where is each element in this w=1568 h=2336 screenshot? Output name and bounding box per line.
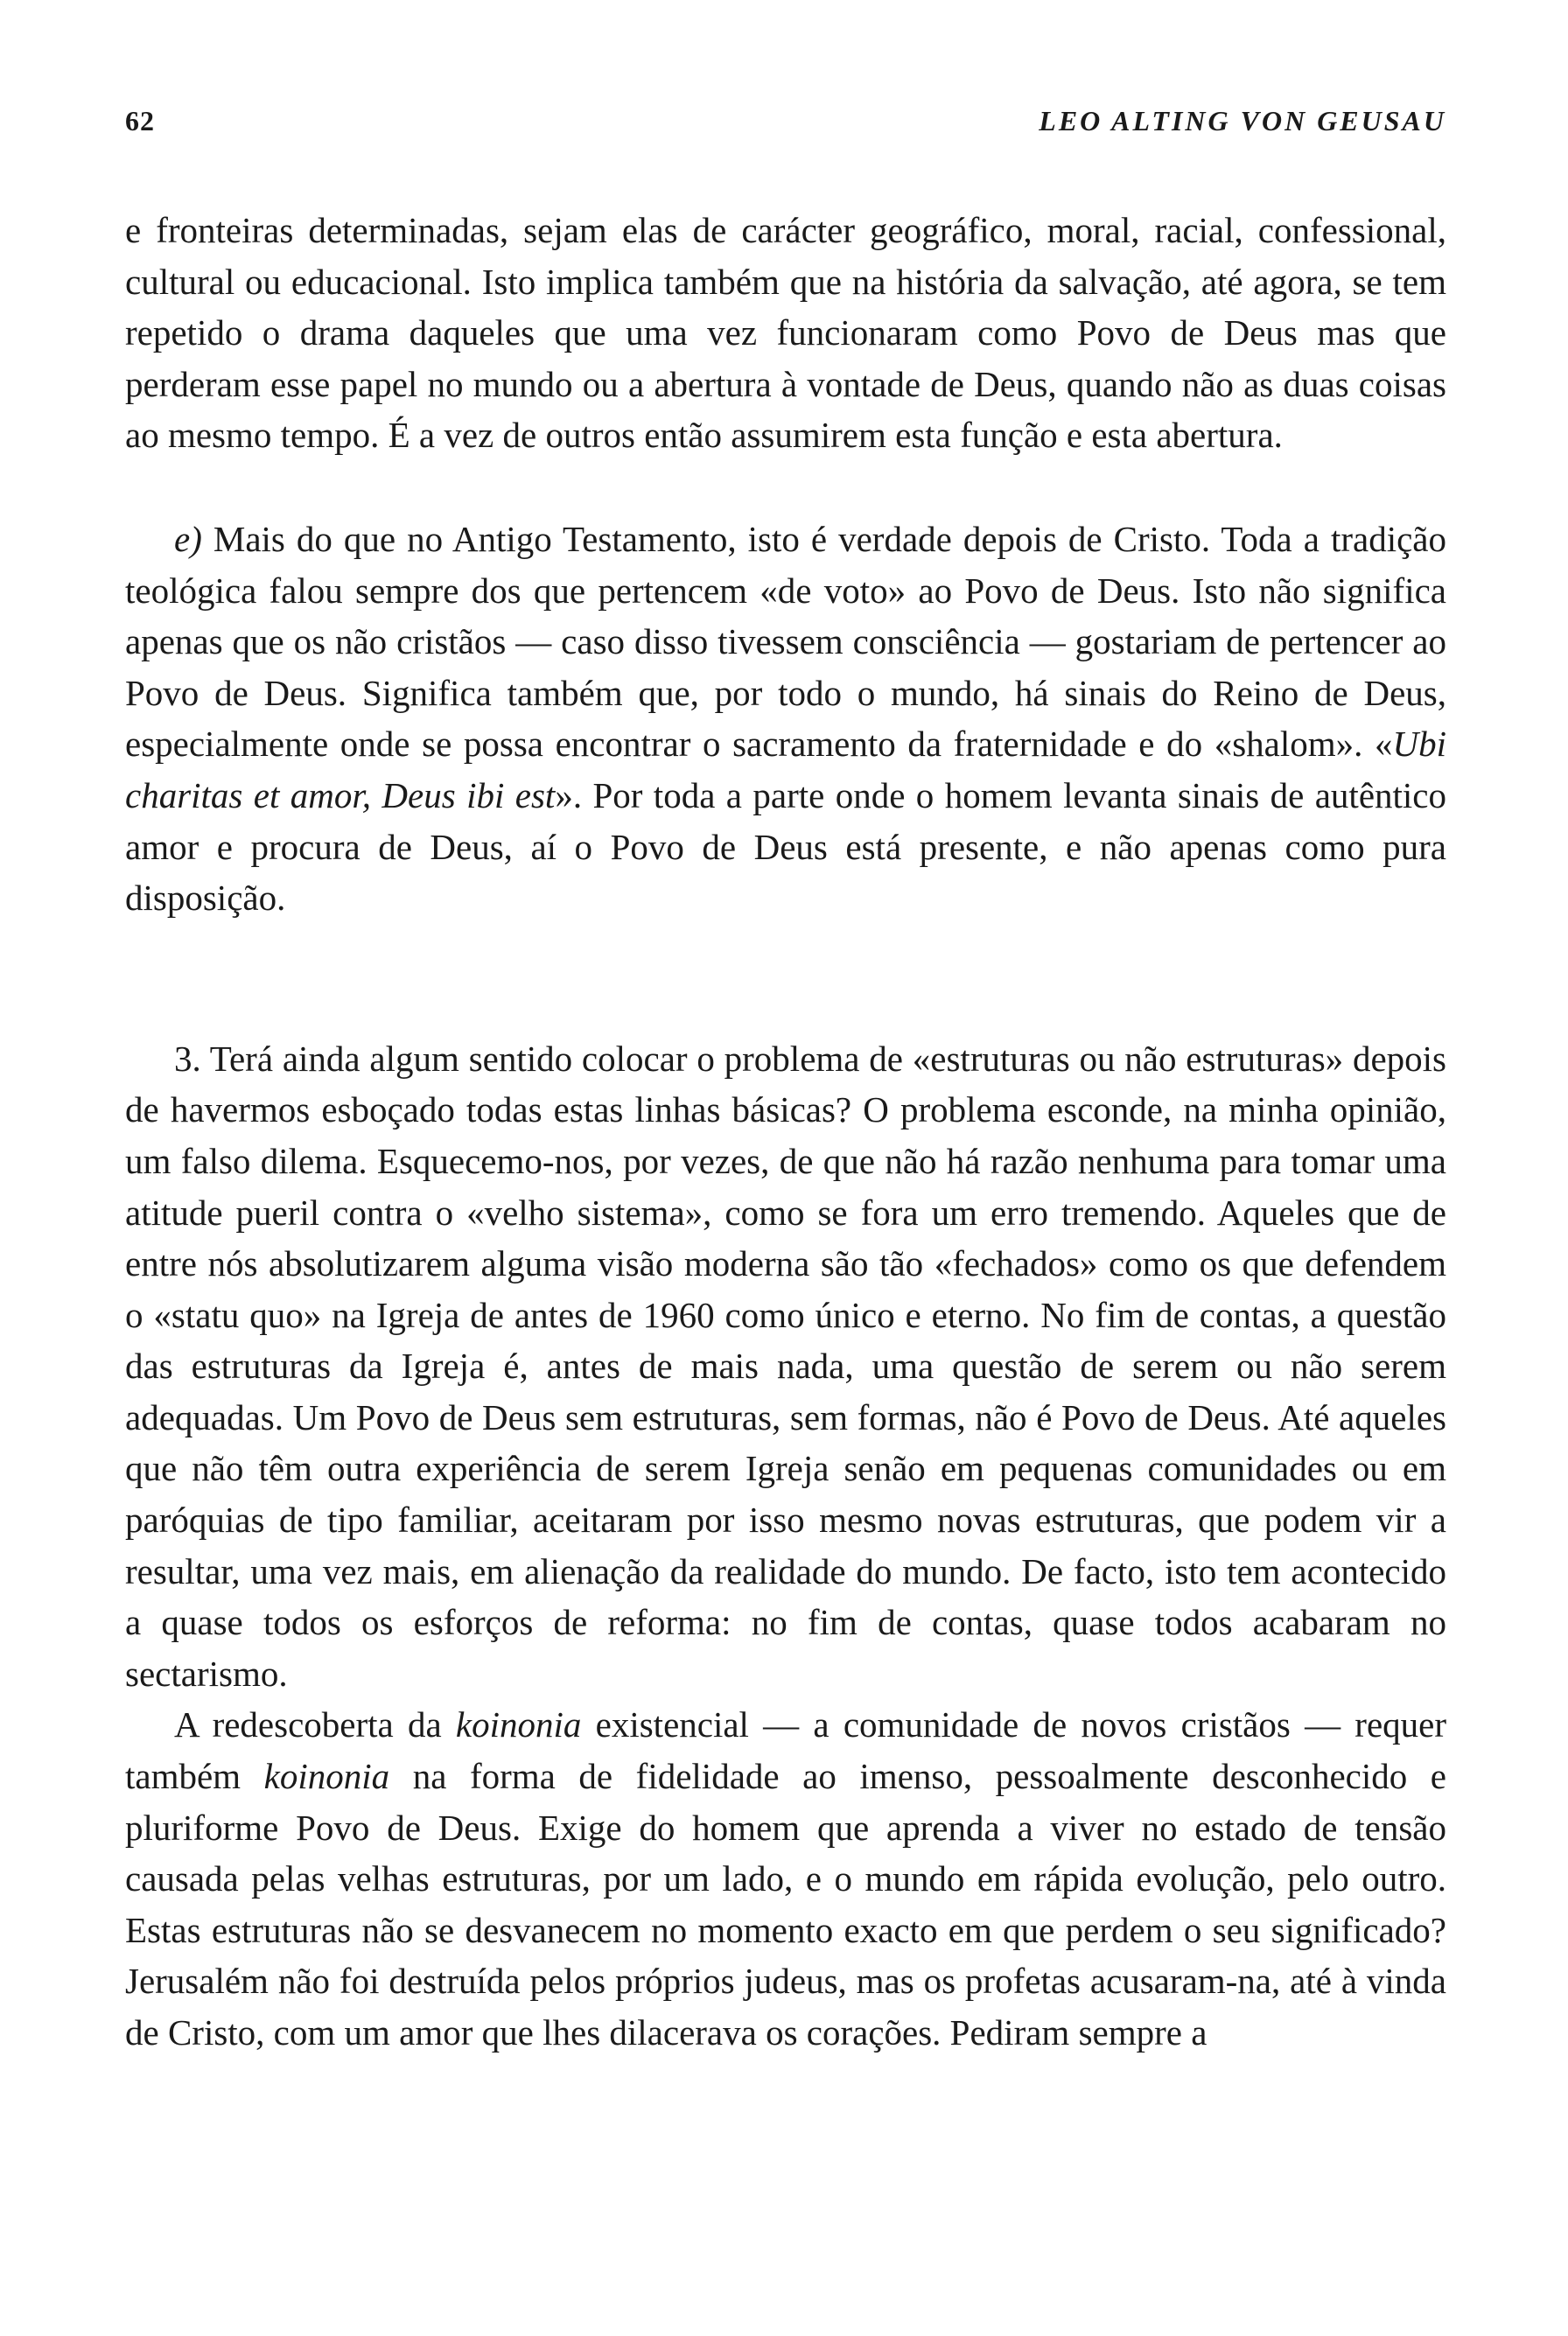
paragraph-3: 3. Terá ainda algum sentido colocar o problema de «estruturas ou não estruturas» depois de havermos esboçado todas estas linhas básicas? O problema esconde, na minha opinião, um falso dilema. Esquecemo-nos, por vezes, de que não há razão nenhuma para tomar uma atitude pueril contra o «velho sistema», como se fora um erro tremendo. Aqueles que de entre nós absolutizarem alguma visão moderna são tão «fechados» como os que defendem o «statu quo» na Igreja de antes de 1960 como único e eterno. No fim de contas, a questão das estruturas da Igreja é, antes de mais nada, uma questão de serem ou não serem adequadas. Um Povo de Deus sem estruturas, sem formas, não é Povo de Deus. Até aqueles que não têm outra experiência de serem Igreja senão em pequenas comunidades ou em paróquias de tipo familiar, aceitaram por isso mesmo novas estruturas, que podem vir a resultar, uma vez mais, em alienação da realidade do mundo. De facto, isto tem acontecido a quase todos os esforços de reforma: no fim de contas, quase todos acabaram no sectarismo.: [125, 1038, 1446, 1694]
running-title: LEO ALTING VON GEUSAU: [1039, 105, 1446, 136]
page-number: 62: [125, 105, 155, 136]
running-head: [125, 105, 1446, 157]
paragraph-2-text-a: Mais do que no Antigo Testamento, isto é verdade depois de Cristo. Toda a tradição teológica falou sempre dos que pertencem «de voto» ao Povo de Deus. Isto não significa apenas que os não cristãos — caso disso tivessem consciência — gostariam de pertencer ao Povo de Deus. Significa também que, por todo o mundo, há sinais do Reino de Deus, especialmente onde se possa encontrar o sacramento da fraternidade e do «shalom». «: [125, 518, 1446, 765]
koinonia-term: koinonia: [263, 1756, 390, 1797]
paragraph-1: e fronteiras determinadas, sejam elas de carácter geográfico, moral, racial, confessional, cultural ou educacional. Isto implica também que na história da salvação, até agora, se tem repetido o drama daqueles que uma vez funcionaram como Povo de Deus mas que perderam esse papel no mundo ou a abertura à vontade de Deus, quando não as duas coisas ao mesmo tempo. É a vez de outros então assumirem esta função e esta abertura.: [125, 210, 1446, 456]
paragraph-4-text-a: A redescoberta da: [174, 1704, 456, 1745]
koinonia-term: koinonia: [455, 1704, 582, 1745]
paragraph-4-text-b: existencial — a comunidade de novos cristãos — requer também: [125, 1704, 1447, 1797]
latin-quote: Ubi charitas et amor, Deus ibi est: [125, 724, 1446, 815]
paragraph-spacer: [125, 461, 1446, 514]
paragraph-2: [125, 514, 1446, 924]
section-spacer: [125, 924, 1446, 1033]
paragraph-4: [125, 1699, 1446, 2058]
book-page: [125, 105, 1446, 2059]
list-marker: e): [174, 518, 202, 559]
paragraph-4-text-c: na forma de fidelidade ao imenso, pessoalmente desconhecido e pluriforme Povo de Deus. Exige do homem que aprenda a viver no estado de tensão causada pelas velhas estruturas, por um lado, e o mundo em rápida evolução, pelo outro. Estas estruturas não se desvanecem no momento exacto em que perdem o seu significado? Jerusalém não foi destruída pelos próprios judeus, mas os profetas acusaram-na, até à vinda de Cristo, com um amor que lhes dilacerava os corações. Pediram sempre a: [125, 1756, 1446, 2053]
paragraph-2-text-b: ». Por toda a parte onde o homem levanta sinais de autêntico amor e procura de Deus, aí o Povo de Deus está presente, e não apenas como pura disposição.: [125, 774, 1446, 919]
